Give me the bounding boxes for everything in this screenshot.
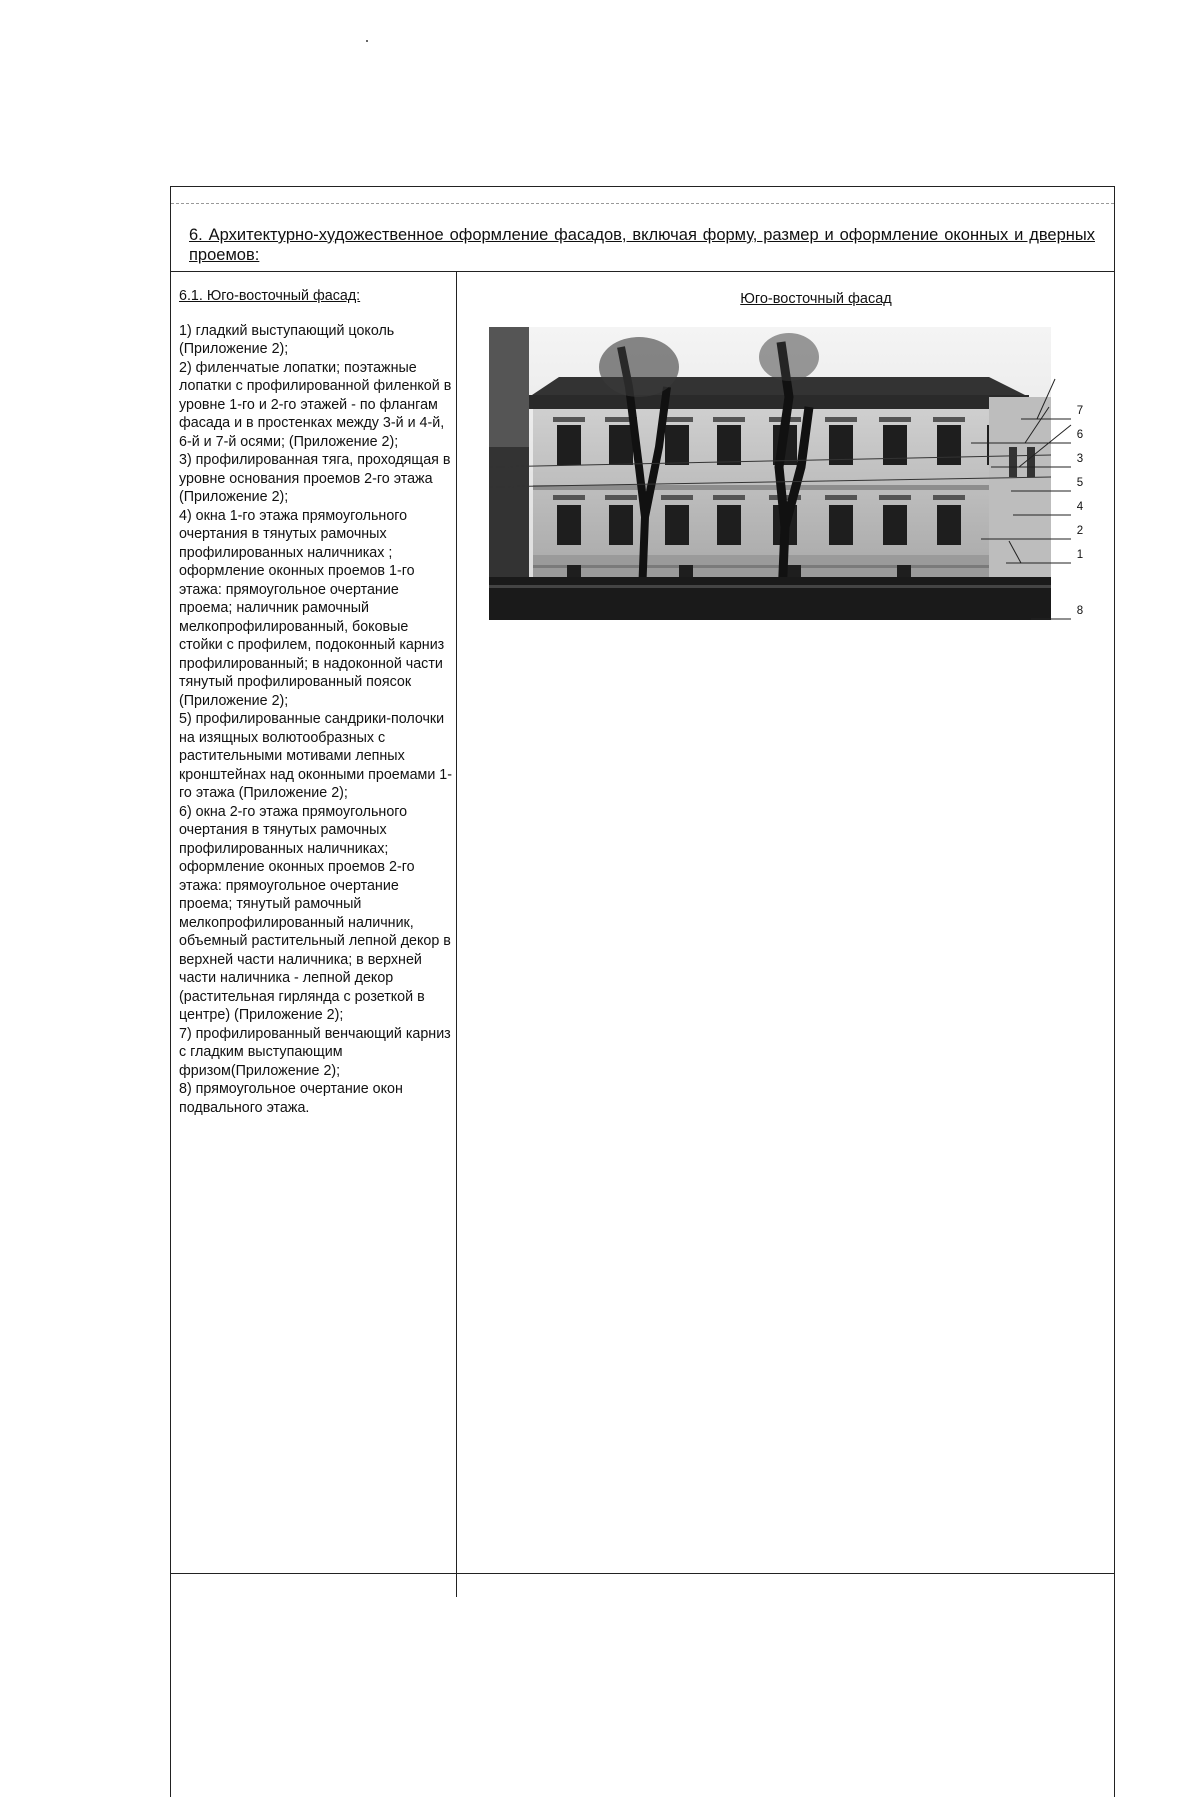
- list-item: 7) профилированный венчающий карниз с гладким выступающим фризом(Приложение 2);: [179, 1025, 451, 1079]
- scan-speck: [366, 40, 368, 42]
- list-item: 6) окна 2-го этажа прямоугольного очертания в тянутых рамочных профилированных наличниках; оформление оконных проемов 2-го этажа: прямоугольное очертание проема; тянутый рамочный мелкопрофилированный наличник, объемный растительный лепной декор в верхней части наличника; в верхней части наличника - лепной декор (растительная гирлянда с розеткой в центре) (Приложение 2);: [179, 803, 451, 1023]
- callout-label: 3: [1076, 453, 1084, 465]
- photo-caption: Юго-восточный фасад: [740, 291, 892, 307]
- list-item: 5) профилированные сандрики-полочки на изящных волютообразных с растительными мотивами лепных кронштейнах над оконными проемами 1-го этажа (Приложение 2);: [179, 711, 453, 801]
- list-item: 1) гладкий выступающий цоколь (Приложение 2);: [179, 322, 395, 357]
- table-bottom-rule: [171, 1573, 1114, 1574]
- facade-photo: [489, 327, 1051, 620]
- list-item: 4) окна 1-го этажа прямоугольного очертания в тянутых рамочных профилированных наличниках ; оформление оконных проемов 1-го этажа: прямоугольное очертание проема; наличник рамочный мелкопрофилированный, боковые стойки с профилем, подоконный карниз профилированный; в надоконной части тянутый профилированный поясок (Приложение 2);: [179, 507, 445, 709]
- list-item: 8) прямоугольное очертание окон подвального этажа.: [179, 1081, 403, 1116]
- list-item: 3) профилированная тяга, проходящая в уровне основания проемов 2-го этажа (Приложение 2);: [179, 452, 451, 505]
- column-divider: [456, 271, 457, 1597]
- document-frame: [170, 186, 1115, 1797]
- callout-label: 8: [1076, 605, 1084, 617]
- callout-label: 6: [1076, 429, 1084, 441]
- feature-list: [179, 322, 454, 1118]
- callout-label: 4: [1076, 501, 1084, 513]
- callout-label: 1: [1076, 549, 1084, 561]
- header-rule: [171, 271, 1114, 272]
- section-heading: 6. Архитектурно-художественное оформление фасадов, включая форму, размер и оформление оконных и дверных проемов:: [189, 226, 1095, 264]
- list-item: 2) филенчатые лопатки; поэтажные лопатки с профилированной филенкой в уровне 1-го и 2-го этажей - по флангам фасада и в простенках между 3-й и 4-й, 6-й и 7-й осями; (Приложение 2);: [179, 359, 452, 450]
- facade-subheading: 6.1. Юго-восточный фасад:: [179, 288, 361, 304]
- callout-label: 7: [1076, 405, 1084, 417]
- callout-label: 2: [1076, 525, 1084, 537]
- callout-label: 5: [1076, 477, 1084, 489]
- description-column: [179, 287, 454, 1117]
- header-dashed-rule: [171, 203, 1114, 204]
